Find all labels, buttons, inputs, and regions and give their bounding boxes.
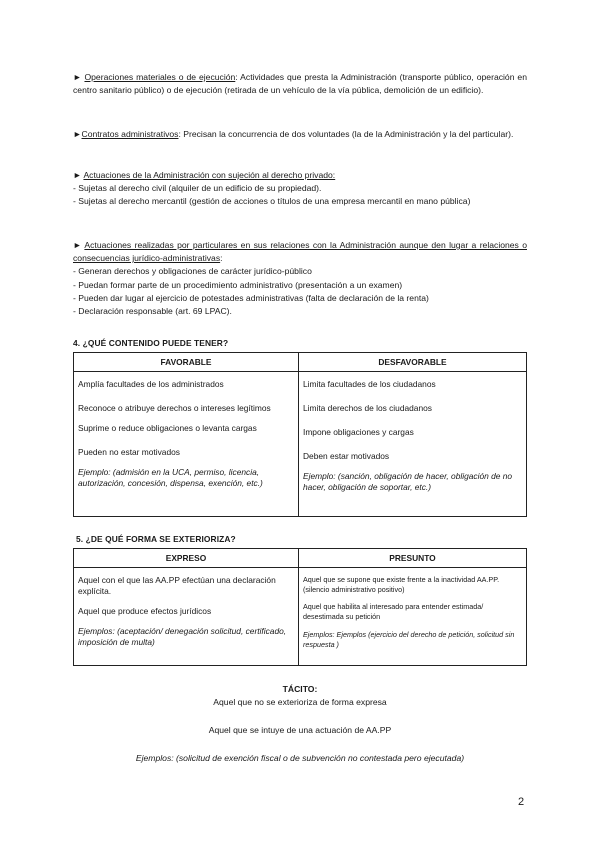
list-item: Deben estar motivados xyxy=(303,451,390,461)
block-title: Contratos administrativos xyxy=(81,129,179,139)
bullet-icon: ► xyxy=(73,170,82,180)
list-item: Pueden no estar motivados xyxy=(78,447,180,457)
list-item: - Sujetas al derecho mercantil (gestión de acciones o títulos de una empresa mercantil en mano pública) xyxy=(73,196,471,207)
block-title: Actuaciones realizadas por particulares en sus relaciones con la Administración aunque den lugar a relaciones o consecuencias jurídico-administrativas xyxy=(73,240,527,264)
list-item: - Sujetas al derecho civil (alquiler de un edificio de su propiedad). xyxy=(73,183,322,194)
favorable-cell xyxy=(74,372,299,517)
block-text: : Precisan la concurrencia de dos voluntades (la de la Administración y la del particular). xyxy=(178,129,514,139)
forma-table xyxy=(73,548,527,666)
example-text: Ejemplos: (aceptación/ denegación solicitud, certificado, imposición de multa) xyxy=(78,626,287,647)
contenido-table xyxy=(73,352,527,517)
block-derecho-privado xyxy=(73,169,527,209)
block-actuaciones-particulares: ► Actuaciones realizadas por particulares en sus relaciones con la Administración aunque den lugar a relaciones o consecuencias jurídico-administrativas: - Generan derechos y obligaciones de carácter jurídico-público - Puedan formar parte de un procedimiento administrativo (presentación a un examen) - Pueden dar lugar al ejercicio de potestades administrativas (falta de declaración de la renta) - Declaración responsable (art. 69 LPAC). xyxy=(73,239,527,318)
list-item: - Declaración responsable (art. 69 LPAC). xyxy=(73,306,232,317)
bullet-icon: ► xyxy=(73,240,82,250)
block-operaciones-materiales xyxy=(73,71,527,97)
section-4-heading: 4. ¿QUÉ CONTENIDO PUEDE TENER? xyxy=(73,338,229,348)
page-number: 2 xyxy=(518,796,525,808)
list-item: Suprime o reduce obligaciones o levanta cargas xyxy=(78,423,257,433)
list-item: Reconoce o atribuye derechos o intereses legítimos xyxy=(78,403,271,413)
presunto-cell xyxy=(299,568,527,666)
tacito-example: Ejemplos: (solicitud de exención fiscal o de subvención no contestada pero ejecutada) xyxy=(135,753,465,763)
block-title: Operaciones materiales o de ejecución xyxy=(84,72,236,82)
list-item: Impone obligaciones y cargas xyxy=(303,427,414,437)
tacito-line: Aquel que se intuye de una actuación de AA.PP xyxy=(208,725,392,735)
list-item: - Pueden dar lugar al ejercicio de potestades administrativas (falta de declaración de la renta) xyxy=(73,292,429,303)
example-text: Ejemplo: (sanción, obligación de hacer, obligación de no hacer, obligación de soportar, etc.) xyxy=(303,471,513,492)
list-item: Aquel con el que las AA.PP efectúan una declaración explícita. xyxy=(78,575,276,596)
list-item: Limita derechos de los ciudadanos xyxy=(303,403,432,413)
list-item: Aquel que produce efectos jurídicos xyxy=(78,606,212,616)
example-text: Ejemplo: (admisión en la UCA, permiso, licencia, autorización, concesión, dispensa, exención, etc.) xyxy=(78,467,263,488)
tacito-line: Aquel que no se exterioriza de forma expresa xyxy=(213,697,387,707)
column-header-presunto: PRESUNTO xyxy=(299,549,527,568)
list-item: Amplía facultades de los administrados xyxy=(78,379,224,389)
column-header-favorable: FAVORABLE xyxy=(74,353,299,372)
column-header-expreso: EXPRESO xyxy=(74,549,299,568)
section-5-heading: 5. ¿DE QUÉ FORMA SE EXTERIORIZA? xyxy=(76,534,236,544)
column-header-desfavorable: DESFAVORABLE xyxy=(299,353,527,372)
block-text: : Actividades que presta la Administración (transporte público, operación en centro sanitario público) o de ejecución (retirada de un vehículo de la vía pública, demolición de un edificio). xyxy=(73,72,527,96)
list-item: - Puedan formar parte de un procedimiento administrativo (presentación a un examen) xyxy=(73,279,403,290)
expreso-cell xyxy=(74,568,299,666)
tacito-title: TÁCITO: xyxy=(282,684,318,694)
block-title: Actuaciones de la Administración con sujeción al derecho privado: xyxy=(83,170,336,180)
list-item: - Generan derechos y obligaciones de carácter jurídico-público xyxy=(73,266,312,277)
bullet-icon: ► xyxy=(73,129,82,139)
list-item: Aquel que habilita al interesado para entender estimada/ desestimada su petición xyxy=(303,602,484,621)
block-contratos-administrativos xyxy=(73,128,527,141)
example-text: Ejemplos: Ejemplos (ejercicio del derecho de petición, solicitud sin respuesta ) xyxy=(303,630,515,649)
list-item: Aquel que se supone que existe frente a la inactividad AA.PP. (silencio administrativo positivo) xyxy=(303,575,500,594)
list-item: Limita facultades de los ciudadanos xyxy=(303,379,436,389)
bullet-icon: ► xyxy=(73,72,82,82)
desfavorable-cell xyxy=(299,372,527,517)
